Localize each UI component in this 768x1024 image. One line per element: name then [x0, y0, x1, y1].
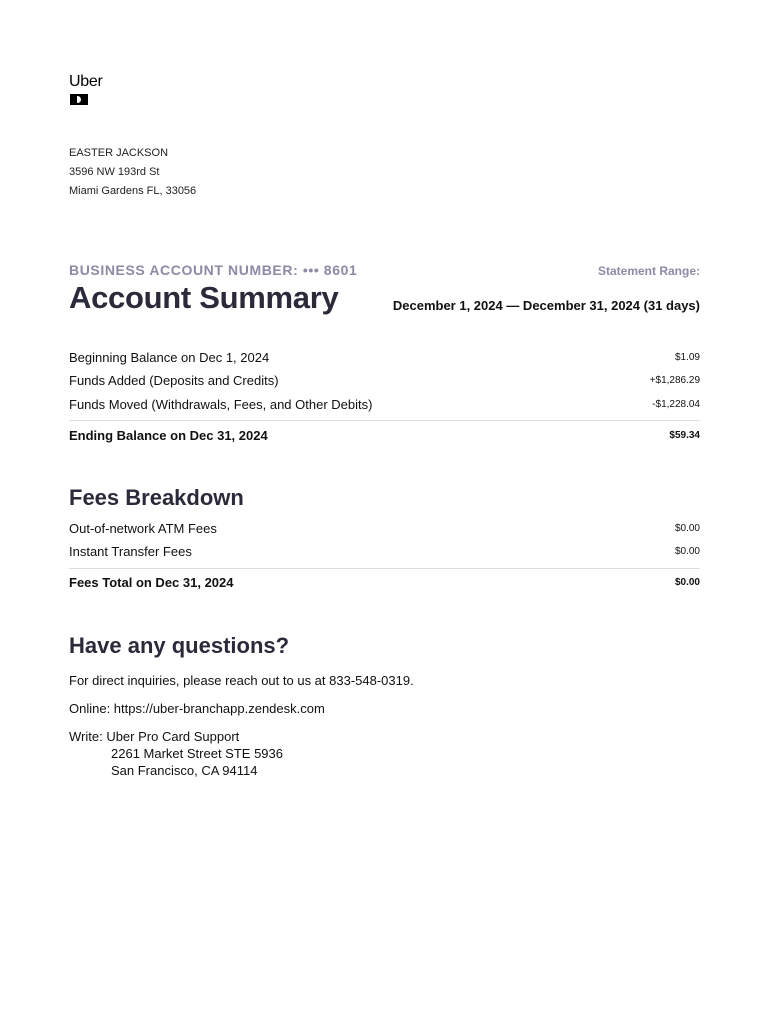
- logo-wordmark: Uber: [69, 73, 103, 90]
- recipient-name: EASTER JACKSON: [69, 147, 169, 159]
- summary-row-label: Funds Added (Deposits and Credits): [69, 373, 279, 388]
- summary-row-value: $1.09: [674, 352, 700, 363]
- summary-divider: [69, 420, 700, 421]
- online-support-text: Online: https://uber-branchapp.zendesk.com: [69, 701, 325, 716]
- phone-inquiry-text: For direct inquiries, please reach out to us at 833-548-0319.: [69, 673, 414, 688]
- statement-range-label: Statement Range:: [597, 264, 700, 278]
- fee-row-label: Instant Transfer Fees: [69, 544, 192, 559]
- fees-section-title: Fees Breakdown: [69, 485, 244, 510]
- fee-row-label: Out-of-network ATM Fees: [69, 521, 217, 536]
- support-address-line1: 2261 Market Street STE 5936: [111, 746, 283, 761]
- summary-row-label: Beginning Balance on Dec 1, 2024: [69, 350, 270, 365]
- recipient-city: Miami Gardens FL, 33056: [69, 185, 197, 197]
- fees-divider: [69, 568, 700, 569]
- summary-row-label: Funds Moved (Withdrawals, Fees, and Other Debits): [69, 397, 373, 412]
- summary-row-value: +$1,286.29: [649, 375, 700, 386]
- support-address-line2: San Francisco, CA 94114: [111, 763, 258, 778]
- ending-balance-label: Ending Balance on Dec 31, 2024: [69, 428, 268, 443]
- summary-row-value: -$1,228.04: [652, 399, 700, 410]
- fee-row-value: $0.00: [674, 546, 700, 557]
- recipient-street: 3596 NW 193rd St: [69, 166, 160, 178]
- fees-total-value: $0.00: [674, 577, 700, 588]
- fees-total-label: Fees Total on Dec 31, 2024: [69, 575, 234, 590]
- questions-section-title: Have any questions?: [69, 633, 290, 658]
- account-number-label: BUSINESS ACCOUNT NUMBER: ••• 8601: [69, 262, 358, 278]
- write-support-text: Write: Uber Pro Card Support: [69, 729, 240, 744]
- logo-mark-icon: [70, 94, 88, 105]
- page-title: Account Summary: [69, 280, 339, 315]
- fee-row-value: $0.00: [674, 523, 700, 534]
- statement-range-value: December 1, 2024 — December 31, 2024 (31 days): [392, 298, 700, 313]
- ending-balance-value: $59.34: [669, 430, 700, 441]
